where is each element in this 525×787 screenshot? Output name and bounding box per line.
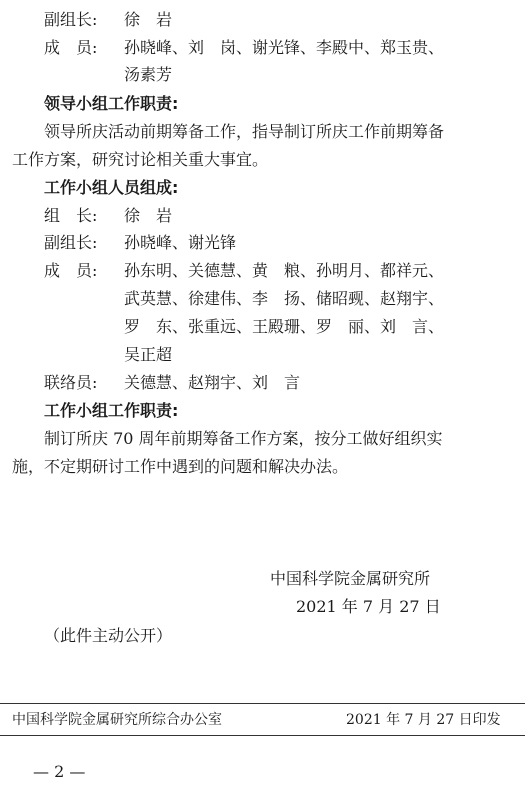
footer-print-date: 2021 年 7 月 27 日印发 [346,712,501,728]
work-group-leader-value: 徐 岩 [124,206,173,225]
work-group-deputy-label: 副组长: [44,233,98,252]
work-group-deputy-value: 孙晓峰、谢光锋 [124,233,237,252]
work-group-members-line-3: 罗 东、张重远、王殿珊、罗 丽、刘 言、 [124,317,445,336]
leader-group-duty-line-2: 工作方案，研究讨论相关重大事宜。 [12,150,269,169]
work-group-duty-heading: 工作小组工作职责: [44,401,179,420]
work-group-heading: 工作小组人员组成: [44,178,179,197]
work-group-members-label: 成 员: [44,261,98,280]
work-group-members-line-4: 吴正超 [124,345,173,364]
leader-group-duty-heading: 领导小组工作职责: [44,94,179,113]
disclosure-note: （此件主动公开） [44,626,173,645]
work-group-liaison-label: 联络员: [44,373,98,392]
leader-group-deputy-value: 徐 岩 [124,10,173,29]
signature-date: 2021 年 7 月 27 日 [296,597,441,616]
leader-group-members-line-1: 孙晓峰、刘 岗、谢光锋、李殿中、郑玉贵、 [124,38,445,57]
footer-bottom-rule [0,735,525,736]
leader-group-members-line-2: 汤素芳 [124,65,173,84]
page-number: — 2 — [33,762,86,781]
work-group-members-line-2: 武英慧、徐建伟、李 扬、储昭觋、赵翔宇、 [124,289,445,308]
signature-organization: 中国科学院金属研究所 [270,569,431,588]
footer-top-rule [0,703,525,704]
work-group-duty-line-2: 施，不定期研讨工作中遇到的问题和解决办法。 [12,457,349,476]
leader-group-deputy-label: 副组长: [44,10,98,29]
work-group-liaison-value: 关德慧、赵翔宇、刘 言 [124,373,301,392]
leader-group-duty-line-1: 领导所庆活动前期筹备工作，指导制订所庆工作前期筹备 [44,122,445,141]
leader-group-members-label: 成 员: [44,38,98,57]
work-group-leader-label: 组 长: [44,206,98,225]
work-group-duty-line-1: 制订所庆 70 周年前期筹备工作方案，按分工做好组织实 [44,429,443,448]
work-group-members-line-1: 孙东明、关德慧、黄 粮、孙明月、都祥元、 [124,261,445,280]
footer-office: 中国科学院金属研究所综合办公室 [12,712,222,728]
